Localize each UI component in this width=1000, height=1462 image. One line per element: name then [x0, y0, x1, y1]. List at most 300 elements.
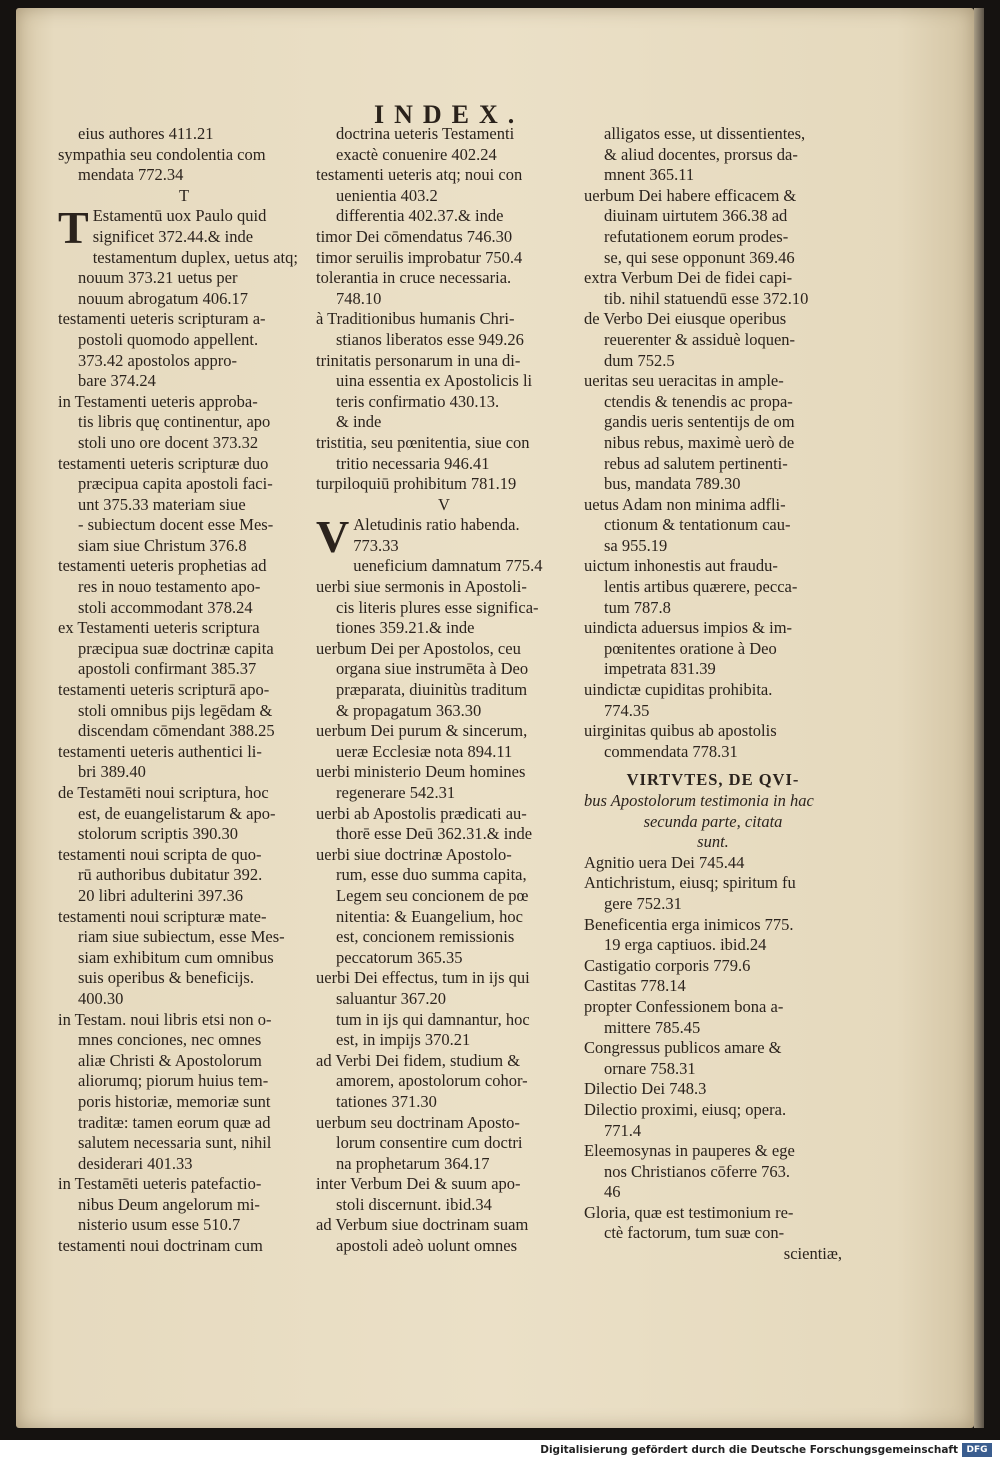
entry-text: tritio necessaria 946.41 [336, 453, 490, 473]
entry-text: uetus Adam non minima adfli- [584, 494, 786, 514]
index-entry [58, 742, 310, 763]
entry-text: postoli quomodo appellent. [78, 329, 259, 349]
entry-text: riam siue subiectum, esse Mes- [78, 927, 285, 947]
entry-text: sunt. [697, 832, 729, 852]
index-entry [58, 886, 310, 907]
index-entry [584, 454, 842, 475]
index-entry [58, 1236, 310, 1257]
index-entry [58, 1133, 310, 1154]
entry-text: testamenti ueteris scripturæ duo [58, 453, 269, 473]
index-entry [58, 1051, 310, 1072]
entry-text: testamenti noui doctrinam cum [58, 1236, 263, 1256]
index-entry [584, 680, 842, 701]
index-entry [58, 618, 310, 639]
index-entry [58, 1030, 310, 1051]
entry-text: stolorum scriptis 390.30 [78, 824, 238, 844]
section-letter [58, 186, 310, 207]
entry-text: uina essentia ex Apostolicis li [336, 371, 533, 391]
entry-text: uindictæ cupiditas prohibita. [584, 680, 773, 700]
index-entry [316, 556, 572, 577]
entry-text: tib. nihil statuendū esse 372.10 [604, 288, 809, 308]
index-column-2 [316, 124, 572, 1257]
entry-text: gere 752.31 [604, 893, 682, 913]
entry-text: bri 389.40 [78, 762, 146, 782]
index-entry [584, 186, 842, 207]
entry-text: aliæ Christi & Apostolorum [78, 1050, 262, 1070]
index-entry [316, 1113, 572, 1134]
entry-text: na prophetarum 364.17 [336, 1153, 490, 1173]
index-entry [584, 474, 842, 495]
entry-text: ueræ Ecclesiæ nota 894.11 [336, 741, 513, 761]
index-entry [316, 865, 572, 886]
entry-text: apostoli adeò uolunt omnes [336, 1236, 518, 1256]
index-entry [316, 268, 572, 289]
entry-text: - subiectum docent esse Mes- [78, 515, 274, 535]
entry-text: tis libris quę continentur, apo [78, 412, 271, 432]
entry-text: Castitas 778.14 [584, 976, 686, 996]
index-entry [316, 762, 572, 783]
entry-text: doctrina ueteris Testamenti [336, 124, 515, 143]
index-entry [316, 886, 572, 907]
entry-text: mittere 785.45 [604, 1017, 701, 1037]
index-entry [316, 309, 572, 330]
entry-text: mnes conciones, nec omnes [78, 1030, 262, 1050]
entry-text: testamenti ueteris scripturā apo- [58, 680, 270, 700]
entry-text: præcipua capita apostoli faci- [78, 474, 273, 494]
index-entry [584, 1038, 842, 1059]
entry-text: propter Confessionem bona a- [584, 996, 784, 1016]
entry-text: Dilectio proximi, eiusq; opera. [584, 1099, 787, 1119]
entry-text: scientiæ, [783, 1244, 842, 1264]
index-entry [316, 968, 572, 989]
index-entry [584, 873, 842, 894]
entry-text: uerbum seu doctrinam Aposto- [316, 1112, 520, 1132]
index-entry [58, 495, 310, 516]
index-entry [316, 433, 572, 454]
index-entry [316, 783, 572, 804]
index-entry [58, 433, 310, 454]
index-entry [584, 742, 842, 763]
entry-text: testamentum duplex, uetus atq; [92, 247, 298, 267]
entry-text: à Traditionibus humanis Chri- [316, 309, 515, 329]
entry-text: commendata 778.31 [604, 741, 738, 761]
index-entry [584, 1162, 842, 1183]
index-entry [58, 598, 310, 619]
index-entry [58, 907, 310, 928]
entry-text: se, qui sese opponunt 369.46 [604, 247, 795, 267]
index-entry [584, 371, 842, 392]
entry-text: testamenti ueteris scripturam a- [58, 309, 266, 329]
index-entry [584, 145, 842, 166]
entry-text: nisterio usum esse 510.7 [78, 1215, 241, 1235]
entry-text: tum 787.8 [604, 597, 671, 617]
entry-text: T [178, 185, 190, 205]
catchword [584, 1244, 842, 1265]
index-entry [316, 1010, 572, 1031]
index-entry [58, 865, 310, 886]
index-entry [584, 309, 842, 330]
entry-text: nouum abrogatum 406.17 [78, 288, 249, 308]
index-entry [584, 1100, 842, 1121]
index-entry [584, 1079, 842, 1100]
entry-text: Gloria, quæ est testimonium re- [584, 1202, 794, 1222]
index-entry [316, 186, 572, 207]
index-entry [58, 968, 310, 989]
drop-cap: T [58, 202, 89, 254]
drop-cap: V [316, 511, 350, 563]
entry-text: pœnitentes oratione à Deo [604, 638, 777, 658]
index-entry [584, 1121, 842, 1142]
entry-text: cis literis plures esse significa- [336, 597, 539, 617]
entry-text: V [438, 494, 450, 514]
index-entry [316, 701, 572, 722]
index-entry [316, 165, 572, 186]
index-entry [316, 948, 572, 969]
entry-text: 20 libri adulterini 397.36 [78, 885, 243, 905]
index-entry [58, 927, 310, 948]
entry-text: & inde [336, 412, 382, 432]
index-entry [316, 927, 572, 948]
section-heading-line [584, 812, 842, 833]
index-entry [58, 330, 310, 351]
entry-text: ex Testamenti ueteris scriptura [58, 618, 260, 638]
entry-text: ctionum & tentationum cau- [604, 515, 791, 535]
index-entry [316, 989, 572, 1010]
index-entry [584, 915, 842, 936]
section-heading [584, 770, 842, 791]
index-entry [316, 1236, 572, 1257]
index-entry [584, 515, 842, 536]
entry-text: in Testamēti ueteris patefactio- [58, 1174, 262, 1194]
entry-text: Dilectio Dei 748.3 [584, 1079, 707, 1099]
entry-text: de Verbo Dei eiusque operibus [584, 309, 787, 329]
entry-text: uictum inhonestis aut fraudu- [584, 556, 778, 576]
entry-text: sympathia seu condolentia com [58, 144, 266, 164]
entry-text: Aletudinis ratio habenda. [353, 515, 520, 535]
entry-text: nibus rebus, maximè uerò de [604, 432, 795, 452]
entry-text: 773.33 [353, 535, 399, 555]
entry-text: lorum consentire cum doctri [336, 1133, 523, 1153]
index-entry [316, 742, 572, 763]
entry-text: 373.42 apostolos appro- [78, 350, 238, 370]
entry-text: siam siue Christum 376.8 [78, 535, 247, 555]
index-entry [584, 412, 842, 433]
entry-text: est, concionem remissionis [336, 927, 515, 947]
index-entry [58, 454, 310, 475]
entry-text: ueritas seu ueracitas in ample- [584, 371, 784, 391]
entry-text: res in nouo testamento apo- [78, 577, 261, 597]
index-entry [584, 165, 842, 186]
entry-text: 400.30 [78, 988, 124, 1008]
index-entry [58, 824, 310, 845]
funding-note: Digitalisierung gefördert durch die Deutsche Forschungsgemeinschaft [540, 1444, 958, 1456]
entry-text: stoli omnibus pijs legēdam & [78, 700, 273, 720]
entry-text: trinitatis personarum in una di- [316, 350, 521, 370]
entry-text: bare 374.24 [78, 371, 156, 391]
entry-text: nitentia: & Euangelium, hoc [336, 906, 523, 926]
entry-text: refutationem eorum prodes- [604, 226, 789, 246]
index-entry [584, 659, 842, 680]
entry-text: Beneficentia erga inimicos 775. [584, 914, 794, 934]
index-entry [316, 1071, 572, 1092]
entry-text: uerbum Dei per Apostolos, ceu [316, 638, 521, 658]
entry-text: timor seruilis improbatur 750.4 [316, 247, 523, 267]
index-entry [584, 976, 842, 997]
index-entry [584, 853, 842, 874]
entry-text: tum in ijs qui damnantur, hoc [336, 1009, 530, 1029]
index-entry [584, 289, 842, 310]
entry-text: mendata 772.34 [78, 165, 184, 185]
index-entry [58, 1092, 310, 1113]
index-entry [316, 536, 572, 557]
entry-text: uerbum Dei habere efficacem & [584, 185, 797, 205]
section-heading-line [584, 832, 842, 853]
entry-text: uerbi siue sermonis in Apostoli- [316, 577, 527, 597]
index-entry [58, 289, 310, 310]
entry-text: gandis ueris sententijs de om [604, 412, 795, 432]
index-entry [584, 956, 842, 977]
entry-text: testamenti noui scripturæ mate- [58, 906, 267, 926]
index-entry [316, 1092, 572, 1113]
index-entry [584, 701, 842, 722]
index-entry [58, 948, 310, 969]
index-entry [584, 618, 842, 639]
entry-text: uirginitas quibus ab apostolis [584, 721, 777, 741]
entry-text: diuinam uirtutem 366.38 ad [604, 206, 788, 226]
index-entry [316, 845, 572, 866]
index-entry [316, 474, 572, 495]
index-entry [584, 330, 842, 351]
entry-text: 46 [604, 1182, 621, 1202]
entry-text: præparata, diuinitùs traditum [336, 680, 528, 700]
index-entry [584, 1182, 842, 1203]
index-entry [58, 145, 310, 166]
index-entry [58, 1113, 310, 1134]
index-entry [58, 412, 310, 433]
entry-text: peccatorum 365.35 [336, 947, 463, 967]
index-entry [584, 1203, 842, 1224]
entry-text: ornare 758.31 [604, 1058, 696, 1078]
entry-text: eius authores 411.21 [78, 124, 214, 143]
entry-text: Legem seu concionem de pœ [336, 885, 529, 905]
index-entry [58, 515, 310, 536]
entry-text: testamenti ueteris prophetias ad [58, 556, 267, 576]
entry-text: amorem, apostolorum cohor- [336, 1071, 528, 1091]
index-entry [316, 124, 572, 145]
index-entry [316, 1154, 572, 1175]
index-entry [316, 907, 572, 928]
index-entry [584, 268, 842, 289]
index-entry [316, 618, 572, 639]
entry-text: uenientia 403.2 [336, 185, 438, 205]
entry-text: aliorumq; piorum huius tem- [78, 1071, 269, 1091]
entry-text: mnent 365.11 [604, 165, 695, 185]
page-edge [974, 8, 984, 1428]
entry-text: stianos liberatos esse 949.26 [336, 329, 524, 349]
entry-text: traditæ: tamen eorum quæ ad [78, 1112, 271, 1132]
entry-text: ad Verbum siue doctrinam suam [316, 1215, 529, 1235]
index-entry [316, 392, 572, 413]
index-entry [58, 783, 310, 804]
index-entry [58, 1071, 310, 1092]
index-entry [58, 804, 310, 825]
entry-text: siam exhibitum cum omnibus [78, 947, 274, 967]
index-entry [58, 845, 310, 866]
index-entry [316, 639, 572, 660]
entry-text: secunda parte, citata [643, 811, 783, 831]
index-entry [316, 1051, 572, 1072]
index-entry [316, 371, 572, 392]
entry-text: Agnitio uera Dei 745.44 [584, 852, 745, 872]
index-entry [58, 1154, 310, 1175]
entry-text: tiones 359.21.& inde [336, 618, 475, 638]
index-entry [58, 659, 310, 680]
index-entry [316, 1195, 572, 1216]
entry-text: thorē esse Deū 362.31.& inde [336, 824, 533, 844]
entry-text: poris historiæ, memoriæ sunt [78, 1091, 271, 1111]
entry-text: uerbi Dei effectus, tum in ijs qui [316, 968, 530, 988]
entry-text: extra Verbum Dei de fidei capi- [584, 268, 793, 288]
entry-text: 774.35 [604, 700, 650, 720]
index-entry [316, 598, 572, 619]
entry-text: VIRTVTES, DE QVI- [626, 770, 800, 790]
index-entry [584, 227, 842, 248]
entry-text: ad Verbi Dei fidem, studium & [316, 1050, 521, 1070]
entry-text: Congressus publicos amare & [584, 1038, 782, 1058]
index-entry [58, 248, 310, 269]
index-entry [584, 495, 842, 516]
index-entry [58, 392, 310, 413]
entry-text: & propagatum 363.30 [336, 700, 482, 720]
spacer [584, 762, 842, 770]
entry-text: apostoli confirmant 385.37 [78, 659, 257, 679]
entry-text: timor Dei cōmendatus 746.30 [316, 226, 513, 246]
index-entry [584, 577, 842, 598]
index-column-1 [58, 124, 310, 1257]
entry-text: in Testam. noui libris etsi non o- [58, 1009, 272, 1029]
index-entry [316, 680, 572, 701]
entry-text: uerbi siue doctrinæ Apostolo- [316, 844, 512, 864]
index-entry [58, 351, 310, 372]
index-entry [584, 894, 842, 915]
entry-text: dum 752.5 [604, 350, 675, 370]
index-entry [584, 351, 842, 372]
index-entry [58, 124, 310, 145]
entry-text: alligatos esse, ut dissentientes, [604, 124, 806, 143]
index-entry [584, 1141, 842, 1162]
index-entry [316, 330, 572, 351]
index-entry [58, 227, 310, 248]
entry-text: rum, esse duo summa capita, [336, 865, 527, 885]
index-entry [584, 124, 842, 145]
index-entry [58, 1174, 310, 1195]
entry-text: de Testamēti noui scriptura, hoc [58, 783, 269, 802]
index-entry [316, 206, 572, 227]
index-entry [584, 392, 842, 413]
index-entry [58, 577, 310, 598]
index-entry [58, 639, 310, 660]
section-letter [316, 495, 572, 516]
index-entry [316, 145, 572, 166]
entry-text: differentia 402.37.& inde [336, 206, 504, 226]
entry-text: discendam cōmendant 388.25 [78, 721, 275, 741]
index-entry [316, 824, 572, 845]
entry-text: est, de euangelistarum & apo- [78, 803, 276, 823]
index-entry [316, 454, 572, 475]
entry-text: ctè factorum, tum suæ con- [604, 1223, 785, 1243]
entry-text: significet 372.44.& inde [92, 226, 254, 246]
index-entry [316, 248, 572, 269]
index-entry [58, 701, 310, 722]
entry-text: 19 erga captiuos. ibid.24 [604, 935, 767, 955]
entry-text: testamenti noui scripta de quo- [58, 844, 262, 864]
entry-text: uerbum Dei purum & sincerum, [316, 721, 528, 741]
index-entry [58, 309, 310, 330]
entry-text: Antichristum, eiusq; spiritum fu [584, 873, 796, 893]
index-entry [584, 598, 842, 619]
entry-text: testamenti ueteris authentici li- [58, 741, 262, 761]
entry-text: ueneficium damnatum 775.4 [353, 556, 543, 576]
entry-text: in Testamenti ueteris approba- [58, 391, 258, 411]
index-entry [584, 536, 842, 557]
index-entry [584, 248, 842, 269]
entry-text: teris confirmatio 430.13. [336, 391, 500, 411]
entry-text: uindicta aduersus impios & im- [584, 618, 793, 638]
entry-text: testamenti ueteris atq; noui con [316, 165, 523, 185]
entry-text: nibus Deum angelorum mi- [78, 1194, 260, 1214]
index-entry [58, 165, 310, 186]
entry-text: suis operibus & beneficijs. [78, 968, 254, 988]
entry-text: turpiloquiū prohibitum 781.19 [316, 474, 517, 494]
index-entry [316, 1030, 572, 1051]
entry-text: rebus ad salutem pertinenti- [604, 453, 788, 473]
index-entry [316, 289, 572, 310]
entry-text: est, in impijs 370.21 [336, 1030, 471, 1050]
entry-text: exactè conuenire 402.24 [336, 144, 497, 164]
entry-text: ctendis & tenendis ac propa- [604, 391, 793, 411]
index-entry [316, 659, 572, 680]
entry-text: stoli accommodant 378.24 [78, 597, 253, 617]
index-entry [58, 989, 310, 1010]
index-entry [584, 997, 842, 1018]
index-entry [584, 433, 842, 454]
index-entry [316, 1215, 572, 1236]
index-entry [58, 1010, 310, 1031]
entry-text: stoli discernunt. ibid.34 [336, 1194, 492, 1214]
entry-text: regenerare 542.31 [336, 783, 456, 802]
index-entry [584, 935, 842, 956]
index-entry [316, 577, 572, 598]
entry-text: impetrata 831.39 [604, 659, 716, 679]
entry-text: 771.4 [604, 1120, 642, 1140]
index-entry [58, 762, 310, 783]
entry-text: Castigatio corporis 779.6 [584, 955, 751, 975]
index-entry [316, 412, 572, 433]
index-entry [58, 1215, 310, 1236]
entry-text: 748.10 [336, 288, 382, 308]
index-entry [316, 721, 572, 742]
entry-text: tristitia, seu pœnitentia, siue con [316, 432, 530, 452]
entry-text: lentis artibus quærere, pecca- [604, 577, 798, 597]
index-entry [58, 474, 310, 495]
entry-text: Eleemosynas in pauperes & ege [584, 1141, 795, 1161]
entry-text: inter Verbum Dei & suum apo- [316, 1174, 521, 1194]
index-entry [584, 1059, 842, 1080]
entry-text: uerbi ministerio Deum homines [316, 762, 526, 782]
entry-text: Estamentū uox Paulo quid [92, 206, 267, 226]
entry-text: & aliud docentes, prorsus da- [604, 144, 798, 164]
index-entry [584, 556, 842, 577]
